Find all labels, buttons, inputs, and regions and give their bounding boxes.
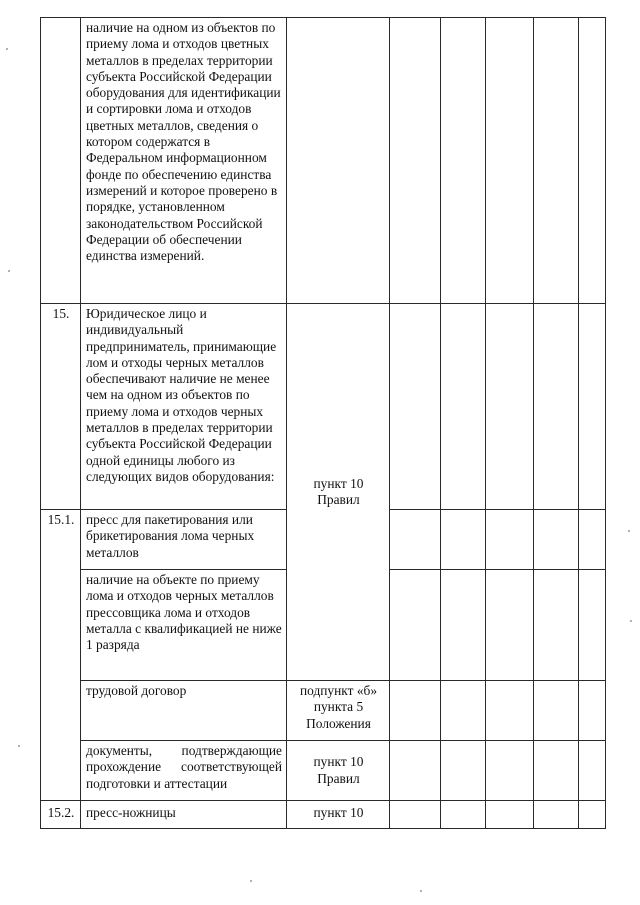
empty-cell <box>579 304 606 510</box>
requirement-text: документы, подтверждающие прохождение соответствующей подготовки и аттестации <box>81 741 287 801</box>
empty-cell <box>579 18 606 304</box>
legal-reference: подпункт «б» пункта 5 Положения <box>287 681 390 741</box>
empty-cell <box>390 304 441 510</box>
empty-cell <box>390 681 441 741</box>
empty-cell <box>579 741 606 801</box>
empty-cell <box>390 801 441 829</box>
empty-cell <box>441 304 486 510</box>
empty-cell <box>486 18 534 304</box>
legal-reference: пункт 10 Правил <box>287 304 390 681</box>
requirement-text: пресс-ножницы <box>81 801 287 829</box>
scan-speck <box>420 890 422 892</box>
empty-cell <box>441 801 486 829</box>
empty-cell <box>486 681 534 741</box>
empty-cell <box>390 570 441 681</box>
empty-cell <box>441 18 486 304</box>
empty-cell <box>486 741 534 801</box>
legal-reference: пункт 10 <box>287 801 390 829</box>
empty-cell <box>486 801 534 829</box>
empty-cell <box>441 681 486 741</box>
requirement-text: трудовой договор <box>81 681 287 741</box>
table-row <box>41 741 606 801</box>
table-row <box>41 681 606 741</box>
empty-cell <box>486 570 534 681</box>
empty-cell <box>534 681 579 741</box>
scan-speck <box>630 620 632 622</box>
empty-cell <box>579 570 606 681</box>
requirement-text: наличие на объекте по приему лома и отходов черных металлов прессовщика лома и отходов металла с квалификацией не ниже 1 разряда <box>81 570 287 681</box>
empty-cell <box>486 304 534 510</box>
empty-cell <box>390 510 441 570</box>
row-number: 15.1. <box>41 510 81 801</box>
empty-cell <box>579 801 606 829</box>
requirement-text: Юридическое лицо и индивидуальный предприниматель, принимающие лом и отходы черных металлов обеспечивают наличие не менее чем на одном из объектов по приему лома и отходов черных металлов в пределах территории субъекта Российской Федерации одной единицы любого из следующих видов оборудования: <box>81 304 287 510</box>
scan-speck <box>628 530 630 532</box>
empty-cell <box>441 741 486 801</box>
empty-cell <box>534 741 579 801</box>
empty-cell <box>534 510 579 570</box>
scan-speck <box>6 48 8 50</box>
legal-reference <box>287 18 390 304</box>
scan-speck <box>8 270 10 272</box>
row-number: 15. <box>41 304 81 510</box>
empty-cell <box>390 741 441 801</box>
table-row <box>41 801 606 829</box>
empty-cell <box>441 570 486 681</box>
scan-speck <box>250 880 252 882</box>
scan-speck <box>18 745 20 747</box>
empty-cell <box>390 18 441 304</box>
empty-cell <box>534 304 579 510</box>
table-row <box>41 304 606 510</box>
empty-cell <box>486 510 534 570</box>
row-number: 15.2. <box>41 801 81 829</box>
requirements-table <box>40 17 606 829</box>
requirement-text: наличие на одном из объектов по приему лома и отходов цветных металлов в пределах территории субъекта Российской Федерации оборудования для идентификации и сортировки лома и отходов цветных металлов, сведения о котором содержатся в Федеральном информационном фонде по обеспечению единства измерений и которое проверено в порядке, установленном законодательством Российской Федерации об обеспечении единства измерений. <box>81 18 287 304</box>
empty-cell <box>441 510 486 570</box>
empty-cell <box>579 681 606 741</box>
empty-cell <box>534 18 579 304</box>
legal-reference: пункт 10 Правил <box>287 741 390 801</box>
requirement-text: пресс для пакетирования или брикетирования лома черных металлов <box>81 510 287 570</box>
table-row <box>41 18 606 304</box>
row-number <box>41 18 81 304</box>
empty-cell <box>534 801 579 829</box>
empty-cell <box>579 510 606 570</box>
empty-cell <box>534 570 579 681</box>
